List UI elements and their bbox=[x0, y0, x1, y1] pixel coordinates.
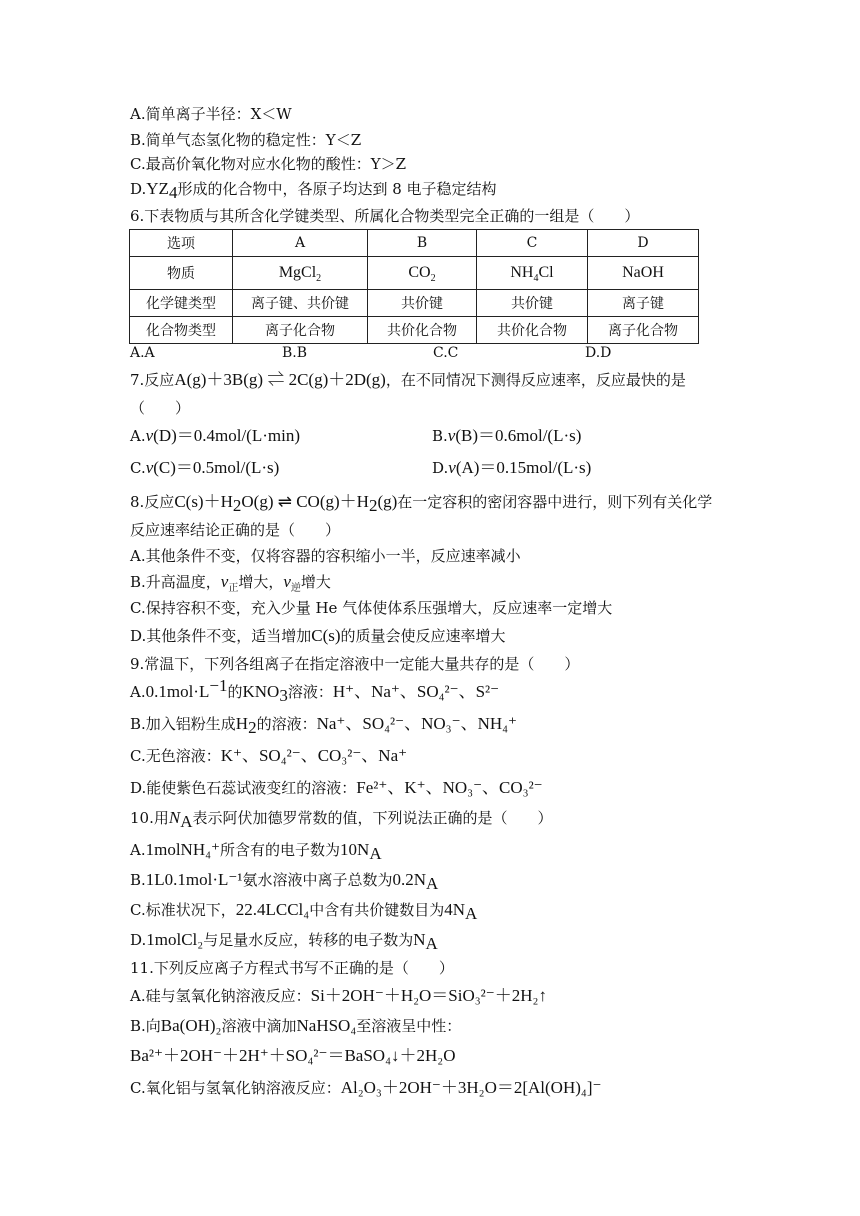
q7-option-d: D.v(A)＝0.15mol/(L·s) bbox=[432, 458, 592, 477]
q9-option-b: B.加入铝粉生成$H_2$的溶液：Na⁺、SO₄²⁻、NO₃⁻、NH₄⁺ bbox=[130, 714, 518, 737]
table-header: D bbox=[588, 230, 699, 257]
q6-option-a: A.A bbox=[130, 345, 155, 361]
q8-option-d: D.其他条件不变，适当增加C(s)的质量会使反应速率增大 bbox=[130, 626, 506, 645]
q9-option-c: C.无色溶液：K⁺、SO₄²⁻、CO₃²⁻、Na⁺ bbox=[130, 746, 408, 765]
q8-option-a: A.其他条件不变，仅将容器的容积缩小一半，反应速率减小 bbox=[130, 547, 521, 565]
table-cell: $NH_4Cl$ bbox=[477, 257, 588, 290]
q11-stem: 11.下列反应离子方程式书写不正确的是（ ） bbox=[130, 959, 454, 977]
q7-option-c: C.v(C)＝0.5mol/(L·s) bbox=[130, 458, 280, 477]
q8-stem: 8.反应$C(s)+H_2O(g)$ ⇌ $CO(g)+H_2(g)$在一定容积的密闭容器中进行，则下列有关化学 bbox=[130, 492, 713, 515]
table-cell: 离子化合物 bbox=[233, 317, 368, 344]
table-cell: NaOH bbox=[588, 257, 699, 290]
q10-option-d: D.1molCl₂与足量水反应，转移的电子数为$N_A$ bbox=[130, 930, 438, 953]
q7-option-b: B.v(B)＝0.6mol/(L·s) bbox=[432, 426, 582, 445]
table-cell: 共价化合物 bbox=[477, 317, 588, 344]
q11-option-b: B.向Ba(OH)₂溶液中滴加NaHSO₄至溶液呈中性： bbox=[130, 1016, 462, 1035]
table-header: A bbox=[233, 230, 368, 257]
table-row-label: 物质 bbox=[130, 257, 233, 290]
table-cell: $CO_2$ bbox=[368, 257, 477, 290]
q11-option-b-equation: Ba²⁺＋2OH⁻＋2H⁺＋SO₄²⁻＝BaSO₄↓＋2H₂O bbox=[130, 1046, 456, 1065]
table-row-label: 化合物类型 bbox=[130, 317, 233, 344]
q10-option-a: A.1molNH₄⁺所含有的电子数为$10N_A$ bbox=[130, 840, 382, 863]
q9-option-a: $A.0.1mol\cdot L^{-1}$的$KNO_3$溶液：H⁺、Na⁺、SO₄²⁻、S²⁻ bbox=[130, 676, 500, 705]
q8-option-b: B.升高温度，$v_正$增大，$v_逆$增大 bbox=[130, 572, 331, 594]
q10-stem: 10.用$N_A$表示阿伏加德罗常数的值，下列说法正确的是（ ） bbox=[130, 808, 553, 831]
table-cell: 离子化合物 bbox=[588, 317, 699, 344]
q5-option-a: A.简单离子半径：X＜W bbox=[130, 105, 292, 123]
q6-option-d: D.D bbox=[585, 345, 612, 361]
table-cell: MgCl$_2$ bbox=[233, 257, 368, 290]
table-cell: 共价键 bbox=[368, 290, 477, 317]
table-header: B bbox=[368, 230, 477, 257]
q7-option-a: A.v(D)＝0.4mol/(L·min) bbox=[130, 426, 300, 445]
table-cell: 共价键 bbox=[477, 290, 588, 317]
q6-option-c: C.C bbox=[433, 345, 459, 361]
table-header: 选项 bbox=[130, 230, 233, 257]
table-row-label: 化学键类型 bbox=[130, 290, 233, 317]
table-cell: 离子键 bbox=[588, 290, 699, 317]
table-cell: 离子键、共价键 bbox=[233, 290, 368, 317]
table-cell: 共价化合物 bbox=[368, 317, 477, 344]
q10-option-c: C.标准状况下，22.4LCCl₄中含有共价键数目为$4N_A$ bbox=[130, 900, 478, 923]
q6-option-b: B.B bbox=[282, 345, 308, 361]
q6-stem: 6.下表物质与其所含化学键类型、所属化合物类型完全正确的一组是（ ） bbox=[130, 207, 640, 225]
table-header: C bbox=[477, 230, 588, 257]
q8-option-c: C.保持容积不变，充入少量 He 气体使体系压强增大，反应速率一定增大 bbox=[130, 599, 613, 617]
q7-paren: （ ） bbox=[130, 399, 191, 417]
q6-table bbox=[129, 229, 699, 344]
q11-option-a: A.硅与氢氧化钠溶液反应：Si＋2OH⁻＋H₂O＝SiO₃²⁻＋2H₂↑ bbox=[130, 986, 547, 1005]
q11-option-c: C.氧化铝与氢氧化钠溶液反应：Al₂O₃＋2OH⁻＋3H₂O＝2[Al(OH)₄]⁻ bbox=[130, 1078, 602, 1097]
q5-option-d: $D.YZ_4$形成的化合物中，各原子均达到 8 电子稳定结构 bbox=[130, 179, 497, 202]
q10-option-b: B.1L0.1mol·L⁻¹氨水溶液中离子总数为$0.2N_A$ bbox=[130, 870, 439, 893]
q9-stem: 9.常温下，下列各组离子在指定溶液中一定能大量共存的是（ ） bbox=[130, 655, 580, 673]
q5-option-b: B.简单气态氢化物的稳定性：Y＜Z bbox=[130, 131, 362, 149]
q9-option-d: D.能使紫色石蕊试液变红的溶液：Fe²⁺、K⁺、NO₃⁻、CO₃²⁻ bbox=[130, 778, 543, 797]
q8-stem-line2: 反应速率结论正确的是（ ） bbox=[130, 521, 341, 539]
q5-option-c: C.最高价氧化物对应水化物的酸性：Y＞Z bbox=[130, 155, 407, 173]
q7-stem: 7.反应A(g)＋3B(g) ⇌ 2C(g)＋2D(g)，在不同情况下测得反应速率，反应最快的是 bbox=[130, 370, 686, 389]
